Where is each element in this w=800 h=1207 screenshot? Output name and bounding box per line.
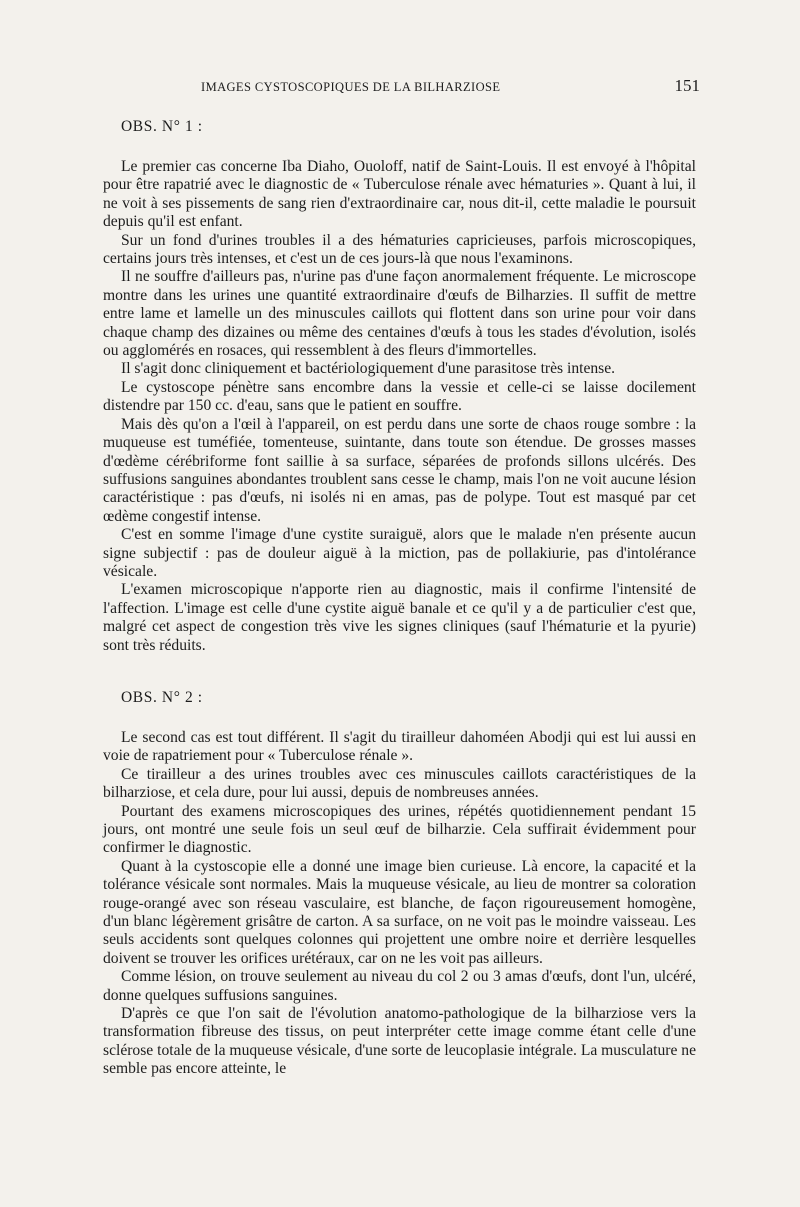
- paragraph: Pourtant des examens microscopiques des urines, répétés quotidiennement pendant 15 jours, ont montré une seule fois un seul œuf de bilharzie. Cela suffirait évidemment pour confirmer le diagnostic.: [103, 802, 696, 857]
- paragraph: Ce tirailleur a des urines troubles avec ces minuscules caillots caractéristiques de la bilharziose, et cela dure, pour lui aussi, depuis de nombreuses années.: [103, 765, 696, 802]
- paragraph: Quant à la cystoscopie elle a donné une image bien curieuse. Là encore, la capacité et la tolérance vésicale sont normales. Mais la muqueuse vésicale, au lieu de montrer sa coloration rouge-orangé avec son réseau vasculaire, est blanche, de façon rigoureusement homogène, d'un blanc légèrement grisâtre de carton. A sa surface, on ne voit pas le moindre vaisseau. Les seuls accidents sont quelques colonnes qui projettent une ombre noire et derrière lesquelles doivent se trouver les orifices urétéraux, car on ne les voit pas ailleurs.: [103, 857, 696, 967]
- running-title: IMAGES CYSTOSCOPIQUES DE LA BILHARZIOSE: [201, 80, 501, 94]
- page-number: 151: [674, 76, 700, 95]
- obs-1-heading: OBS. N° 1 :: [121, 118, 203, 135]
- obs-1-body: [103, 158, 696, 655]
- running-header: [103, 76, 700, 98]
- paragraph: C'est en somme l'image d'une cystite suraiguë, alors que le malade n'en présente aucun signe subjectif : pas de douleur aiguë à la miction, pas de pollakiurie, pas d'intolérance vésicale.: [103, 526, 696, 580]
- paragraph: Il ne souffre d'ailleurs pas, n'urine pas d'une façon anormalement fréquente. Le microscope montre dans les urines une quantité extraordinaire d'œufs de Bilharzies. Il suffit de mettre entre lame et lamelle un des minuscules caillots qui flottent dans son urine pour voir dans chaque champ des dizaines ou même des centaines d'œufs à tous les stades d'évolution, isolés ou agglomérés en rosaces, qui ressemblent à des fleurs d'immortelles.: [103, 268, 696, 360]
- obs-2-body: [103, 729, 696, 1079]
- paragraph: D'après ce que l'on sait de l'évolution anatomo-pathologique de la bilharziose vers la transformation fibreuse des tissus, on peut interpréter cette image comme étant celle d'une sclérose totale de la muqueuse vésicale, d'une sorte de leucoplasie intégrale. La musculature ne semble pas encore atteinte, le: [103, 1005, 696, 1078]
- paragraph: Mais dès qu'on a l'œil à l'appareil, on est perdu dans une sorte de chaos rouge sombre : la muqueuse est tuméfiée, tomenteuse, suintante, dans toute son étendue. De grosses masses d'œdème cérébriforme font saillie à sa surface, séparées de profonds sillons ulcérés. Des suffusions sanguines abondantes troublent sans cesse le champ, mais l'on ne voit aucune lésion caractéristique : pas d'œufs, ni isolés ni en amas, pas de polype. Tout est masqué par cet œdème congestif intense.: [103, 415, 696, 525]
- paragraph: Le premier cas concerne Iba Diaho, Ouoloff, natif de Saint-Louis. Il est envoyé à l'hôpital pour être rapatrié avec le diagnostic de « Tuberculose rénale avec hématuries ». Quant à lui, il ne voit à ses pissements de sang rien d'extraordinaire car, nous dit-il, cette maladie le poursuit depuis qu'il est enfant.: [103, 158, 696, 231]
- obs-2-heading: OBS. N° 2 :: [121, 688, 203, 706]
- paragraph: Il s'agit donc cliniquement et bactériologiquement d'une parasitose très intense.: [121, 360, 616, 378]
- paragraph: Comme lésion, on trouve seulement au niveau du col 2 ou 3 amas d'œufs, dont l'un, ulcéré, donne quelques suffusions sanguines.: [103, 968, 696, 1004]
- paragraph: L'examen microscopique n'apporte rien au diagnostic, mais il confirme l'intensité de l'affection. L'image est celle d'une cystite aiguë banale et ce qu'il y a de particulier c'est que, malgré cet aspect de congestion très vive les signes cliniques (sauf l'hématurie et la pyurie) sont très réduits.: [103, 581, 696, 654]
- paragraph: Le cystoscope pénètre sans encombre dans la vessie et celle-ci se laisse docilement distendre par 150 cc. d'eau, sans que le patient en souffre.: [103, 378, 696, 415]
- paragraph: Sur un fond d'urines troubles il a des hématuries capricieuses, parfois microscopiques, certains jours très intenses, et c'est un de ces jours-là que nous l'examinons.: [103, 231, 696, 268]
- paragraph: Le second cas est tout différent. Il s'agit du tirailleur dahoméen Abodji qui est lui aussi en voie de rapatriement pour « Tuberculose rénale ».: [103, 728, 696, 765]
